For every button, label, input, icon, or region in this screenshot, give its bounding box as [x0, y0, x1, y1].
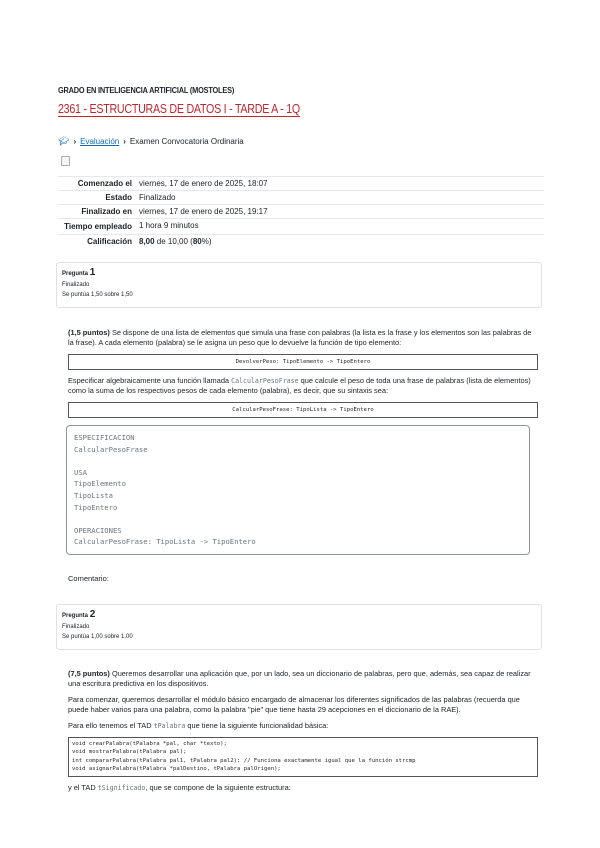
paragraph: Queremos desarrollar una aplicación que, por un lado, sea un diccionario de palabras, pero que, además, sea capaz de realizar una escritura predictiva en los dispositivos. [68, 669, 531, 688]
signature-box: DevolverPeso: TipoElemento -> TipoEntero [68, 354, 538, 370]
answer-textarea[interactable]: ESPECIFICACION CalcularPesoFrase USA TipoElemento TipoLista TipoEntero OPERACIONES CalcularPesoFrase: TipoLista -> TipoEntero [66, 425, 530, 555]
summary-label: Estado [105, 193, 132, 202]
paragraph: Para comenzar, queremos desarrollar el módulo básico encargado de almacenar los diferentes significados de las palabras (recuerda que puede haber varios para una palabra, como la palabra "pie" que tiene hasta 29 acepciones en el diccionario de la RAE). [68, 695, 520, 714]
summary-label: Finalizado en [81, 207, 132, 216]
question-number: Pregunta 2 [62, 609, 96, 620]
question-2-text [68, 669, 538, 799]
summary-row [58, 219, 544, 235]
question-2-info [56, 604, 542, 650]
question-1-info [56, 262, 542, 308]
grade-of: de 10,00 ( [154, 237, 193, 246]
question-number: Pregunta 1 [62, 267, 96, 278]
summary-row [58, 191, 544, 205]
chevron-right-icon: › [123, 137, 126, 146]
summary-label: Tiempo empleado [64, 222, 132, 231]
inline-code: tSignificado [97, 783, 146, 792]
points: (1,5 puntos) [68, 328, 110, 337]
paragraph: que calcule el peso de toda una frase de palabras (lista de elementos) como la suma de los respectivos pesos de cada elemento (palabra), es decir, que su sintaxis sea: [68, 376, 531, 395]
grade-value: 8,00 [139, 237, 155, 246]
grade-percent: 80 [192, 237, 202, 246]
summary-row [58, 205, 544, 219]
breadcrumb-current: Examen Convocatoria Ordinaria [129, 137, 244, 146]
paragraph: que tiene la siguiente funcionalidad básica: [185, 721, 329, 730]
grade-percent-suffix: %) [201, 237, 212, 246]
points: (7,5 puntos) [68, 669, 110, 678]
summary-value: viernes, 17 de enero de 2025, 18:07 [139, 179, 268, 188]
summary-value [136, 235, 544, 249]
code-block: void crearPalabra(tPalabra *pal, char *texto); void mostrarPalabra(tPalabra pal); int compararPalabra(tPalabra pal1, tPalabra pal2); // Funciona exactamente igual que la función strcmp void asignarPalabra(tPalabra *palDestino, tPalabra palOrigen); [68, 737, 538, 777]
question-status: Finalizado [62, 282, 90, 288]
course-title[interactable]: 2361 - ESTRUCTURAS DE DATOS I - TARDE A - 1Q [58, 101, 300, 116]
degree-title: GRADO EN INTELIGENCIA ARTIFICIAL (MOSTOLES) [58, 86, 235, 95]
paragraph: , que se compone de la siguiente estructura: [145, 782, 291, 792]
summary-row [58, 177, 544, 191]
summary-label: Comenzado el [77, 179, 132, 188]
summary-value: 1 hora 9 minutos [139, 221, 199, 230]
summary-label: Calificación [87, 237, 132, 246]
document-icon[interactable] [61, 156, 70, 166]
question-score: Se puntúa 1,00 sobre 1,00 [62, 634, 133, 640]
attempt-summary [58, 176, 544, 248]
summary-value: Finalizado [139, 193, 176, 202]
paragraph: Se dispone de una lista de elementos que simula una frase con palabras (la lista es la frase y los elementos son las palabras de la frase). A cada elemento (palabra) se le asigna un peso que lo devuelve la función de tipo elemento: [68, 328, 532, 347]
breadcrumb-link-evaluacion[interactable]: Evaluación [80, 137, 120, 146]
paragraph: Para ello tenemos el TAD [68, 721, 154, 730]
summary-value: viernes, 17 de enero de 2025, 19:17 [139, 207, 268, 216]
comment-label: Comentario: [68, 574, 109, 583]
chevron-right-icon: › [73, 137, 77, 146]
paragraph: Especificar algebraicamente una función llamada [68, 376, 232, 385]
signature-box: CalcularPesoFrase: TipoLista -> TipoEntero [68, 402, 538, 418]
inline-code: tPalabra [153, 722, 186, 730]
question-1-text [68, 328, 538, 424]
summary-row [58, 235, 544, 249]
question-status: Finalizado [62, 624, 90, 630]
question-score: Se puntúa 1,50 sobre 1,50 [62, 292, 133, 298]
graduation-cap-icon[interactable]: 🎓︎ [58, 136, 70, 146]
paragraph: y el TAD [68, 782, 98, 792]
inline-code: CalcularPesoFrase [231, 377, 299, 385]
breadcrumb [58, 136, 244, 147]
